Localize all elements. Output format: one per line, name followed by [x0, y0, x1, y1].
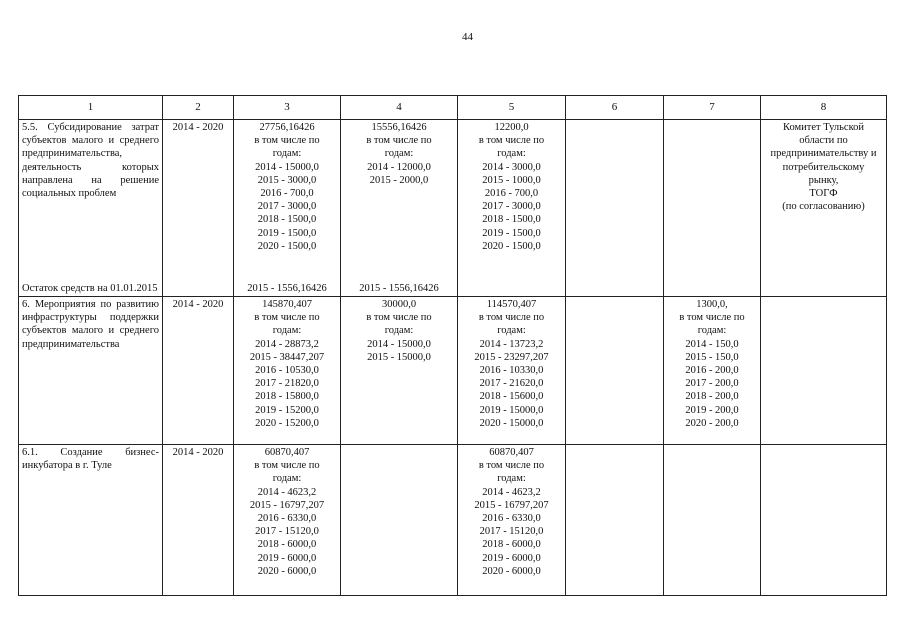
cell-line: 2019 - 200,0: [685, 404, 739, 416]
cell-line: 2016 - 200,0: [685, 365, 739, 377]
cell-line: 2020 - 200,0: [685, 417, 739, 429]
balance-value: 2015 - 1556,16426: [359, 282, 439, 294]
column-header: 3: [234, 96, 341, 120]
cell-line: 2015 - 16797,207: [474, 499, 549, 511]
federal-funding-cell: [341, 445, 458, 596]
cell-line: 2015 - 150,0: [685, 351, 739, 363]
cell-line: 12200,0: [494, 122, 529, 133]
regional-funding-cell: [458, 120, 566, 297]
cell-line: годам:: [497, 473, 526, 485]
cell-line: годам:: [384, 325, 414, 337]
cell-line: 2019 - 1500,0: [257, 227, 317, 239]
cell-line: 2017 - 3000,0: [482, 201, 541, 213]
balance-note: Остаток средств на 01.01.2015: [22, 282, 158, 294]
cell-line: области по: [799, 135, 848, 147]
cell-line: 2018 - 15800,0: [255, 391, 319, 403]
federal-funding-cell: [341, 297, 458, 445]
funding-list: [667, 298, 757, 430]
cell-line: 27756,16426: [259, 122, 315, 133]
cell-line: 1300,0,: [696, 299, 728, 310]
cell-line: 2019 - 15000,0: [479, 404, 544, 416]
regional-funding-cell: [458, 297, 566, 445]
column-7-cell: [664, 120, 761, 297]
funding-list: [344, 121, 454, 187]
total-funding-cell: [234, 445, 341, 596]
table-row: [19, 297, 887, 445]
cell-line: 2020 - 1500,0: [482, 240, 541, 252]
cell-line: 114570,407: [486, 299, 537, 310]
cell-line: 2016 - 700,0: [260, 188, 314, 200]
cell-line: годам:: [272, 148, 302, 160]
funding-list: [237, 446, 337, 578]
cell-line: 2014 - 15000,0: [255, 161, 319, 173]
cell-line: 2015 - 2000,0: [369, 174, 429, 186]
column-7-cell: [664, 445, 761, 596]
cell-line: 2016 - 10330,0: [479, 365, 544, 377]
cell-line: 2016 - 6330,0: [257, 513, 317, 525]
cell-line: 2018 - 1500,0: [257, 214, 317, 226]
funding-list: [461, 298, 562, 430]
activity-title: 6. Мероприятия по развитию инфраструктуры поддержки субъектов малого и среднего предпринимательства: [22, 299, 159, 350]
column-header: 5: [458, 96, 566, 120]
cell-line: 2016 - 6330,0: [482, 513, 541, 525]
column-header: 4: [341, 96, 458, 120]
federal-funding-cell: [341, 120, 458, 297]
cell-line: годам:: [497, 148, 526, 160]
cell-line: 2019 - 6000,0: [257, 552, 317, 564]
cell-line: 15556,16426: [371, 122, 427, 133]
total-funding-cell: [234, 120, 341, 297]
cell-line: 2014 - 4623,2: [257, 486, 317, 498]
column-header: 7: [664, 96, 761, 120]
header-row: [19, 96, 887, 120]
cell-line: предпринимательству и: [770, 148, 877, 160]
cell-line: 2015 - 16797,207: [249, 499, 325, 511]
cell-line: 2016 - 10530,0: [255, 365, 319, 377]
executor-cell: [761, 120, 887, 297]
cell-line: 2019 - 1500,0: [482, 227, 541, 239]
period-cell: 2014 - 2020: [163, 297, 234, 445]
cell-line: в том числе по: [478, 312, 545, 324]
regional-funding-cell: [458, 445, 566, 596]
cell-line: 60870,407: [489, 447, 534, 458]
cell-line: 2017 - 200,0: [685, 378, 739, 390]
cell-line: годам:: [384, 148, 414, 160]
cell-line: в том числе по: [254, 312, 320, 324]
cell-line: в том числе по: [478, 135, 545, 147]
cell-line: 2020 - 1500,0: [257, 240, 317, 252]
cell-line: 2017 - 21820,0: [255, 378, 319, 390]
cell-line: 2015 - 38447,207: [249, 351, 325, 363]
cell-line: 2018 - 200,0: [685, 391, 739, 403]
cell-line: потребительскому: [782, 161, 865, 173]
cell-line: в том числе по: [366, 135, 432, 147]
cell-line: 2020 - 15200,0: [255, 417, 319, 429]
cell-line: в том числе по: [254, 135, 320, 147]
cell-line: Комитет Тульской: [782, 122, 865, 133]
cell-line: в том числе по: [254, 460, 320, 472]
column-header: 6: [566, 96, 664, 120]
program-table: [18, 95, 887, 596]
cell-line: 2014 - 150,0: [685, 338, 739, 350]
column-6-cell: [566, 120, 664, 297]
column-header: 2: [163, 96, 234, 120]
cell-line: 2015 - 15000,0: [367, 351, 431, 363]
cell-line: 2017 - 21620,0: [479, 378, 544, 390]
cell-line: годам:: [497, 325, 526, 337]
cell-line: годам:: [697, 325, 727, 337]
period-cell: 2014 - 2020: [163, 120, 234, 297]
cell-line: 2020 - 6000,0: [257, 565, 317, 577]
cell-line: годам:: [272, 473, 302, 485]
column-header: 8: [761, 96, 887, 120]
cell-line: 2015 - 3000,0: [257, 174, 317, 186]
activity-cell: [19, 445, 163, 596]
cell-line: (по согласованию): [782, 201, 865, 213]
cell-line: 2018 - 6000,0: [482, 539, 541, 551]
cell-line: 2014 - 15000,0: [367, 338, 431, 350]
activity-title: 5.5. Субсидирование затрат субъектов малого и среднего предпринимательства, деятельность которых направлена на решение социальных проблем: [22, 122, 159, 200]
cell-line: 2018 - 15600,0: [479, 391, 544, 403]
cell-line: 2019 - 6000,0: [482, 552, 541, 564]
executor-list: [764, 121, 883, 213]
column-header: 1: [19, 96, 163, 120]
cell-line: 2014 - 13723,2: [479, 338, 544, 350]
cell-line: 145870,407: [262, 299, 312, 310]
cell-line: 2020 - 6000,0: [482, 565, 541, 577]
total-funding-cell: [234, 297, 341, 445]
cell-line: 2018 - 1500,0: [482, 214, 541, 226]
balance-value: 2015 - 1556,16426: [247, 282, 327, 294]
cell-line: 60870,407: [264, 447, 310, 458]
cell-line: 2014 - 3000,0: [482, 161, 541, 173]
cell-line: годам:: [272, 325, 302, 337]
cell-line: 2019 - 15200,0: [255, 404, 319, 416]
cell-line: 2016 - 700,0: [484, 188, 539, 200]
cell-line: 2015 - 23297,207: [474, 351, 549, 363]
column-6-cell: [566, 297, 664, 445]
activity-cell: [19, 297, 163, 445]
cell-line: 2014 - 12000,0: [367, 161, 431, 173]
cell-line: 2014 - 28873,2: [255, 338, 319, 350]
column-6-cell: [566, 445, 664, 596]
cell-line: рынку,: [808, 174, 839, 186]
cell-line: 30000,0: [381, 299, 417, 310]
funding-list: [237, 121, 337, 253]
cell-line: 2020 - 15000,0: [479, 417, 544, 429]
period-cell: 2014 - 2020: [163, 445, 234, 596]
executor-cell: [761, 297, 887, 445]
cell-line: в том числе по: [478, 460, 545, 472]
funding-list: [344, 298, 454, 364]
cell-line: в том числе по: [366, 312, 432, 324]
cell-line: в том числе по: [679, 312, 745, 324]
cell-line: 2017 - 3000,0: [257, 201, 317, 213]
table-row: [19, 120, 887, 297]
funding-list: [237, 298, 337, 430]
executor-cell: [761, 445, 887, 596]
cell-line: 2014 - 4623,2: [482, 486, 541, 498]
cell-line: 2017 - 15120,0: [479, 526, 544, 538]
cell-line: 2017 - 15120,0: [255, 526, 319, 538]
activity-title: 6.1. Создание бизнес-инкубатора в г. Туле: [22, 447, 159, 472]
funding-list: [461, 121, 562, 253]
cell-line: 2018 - 6000,0: [257, 539, 317, 551]
funding-list: [461, 446, 562, 578]
cell-line: ТОГФ: [809, 188, 838, 200]
table-row: [19, 445, 887, 596]
activity-cell: [19, 120, 163, 297]
page-number: 44: [462, 31, 473, 43]
cell-line: 2015 - 1000,0: [482, 174, 541, 186]
column-7-cell: [664, 297, 761, 445]
